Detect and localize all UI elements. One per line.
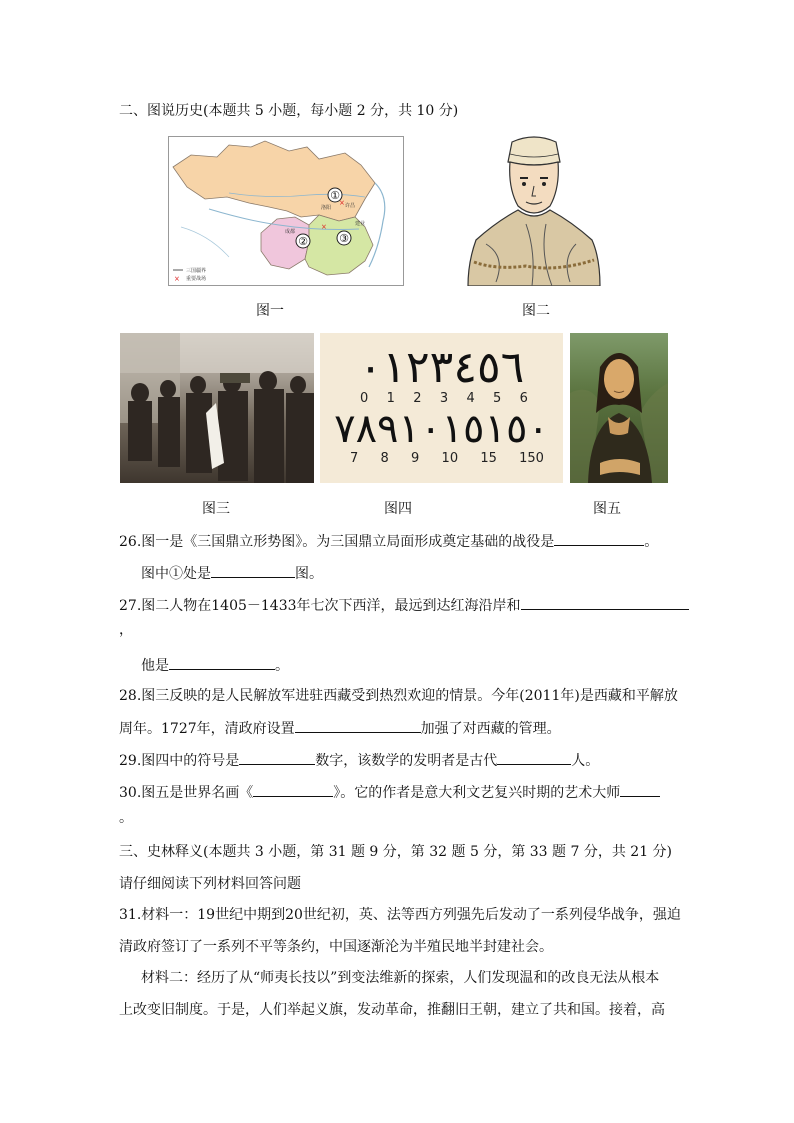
question-29-text: 29.图四中的符号是 [119,753,240,769]
western-numeral: 7 [350,451,359,466]
question-28-line-2 [119,717,561,739]
western-numeral: 3 [439,391,449,406]
question-28-line-1: 28.图三反映的是人民解放军进驻西藏受到热烈欢迎的情景。今年(2011年)是西藏和平解放 [119,688,678,704]
question-30-text: 30.图五是世界名画《 [119,785,254,801]
question-26-sub: 图中①处是 [141,566,211,582]
question-26-line-1 [119,530,658,552]
arabic-numerals-row-1: ٠١٢٣٤٥٦ [358,342,525,393]
map-svg [169,137,403,285]
question-27-end: 。 [275,658,289,674]
material-2-line-2: 上改变旧制度。于是，人们举起义旗，发动革命，推翻旧王朝，建立了共和国。接着，高 [119,1002,665,1018]
painting-svg [570,333,668,483]
figure-5-caption: 图五 [593,501,621,517]
question-26-text: 26.图一是《三国鼎立形势图》。为三国鼎立局面形成奠定基础的战役是 [119,534,555,550]
question-28-end: 加强了对西藏的管理。 [420,721,561,737]
arabic-numerals-chart [320,333,563,483]
zheng-he-portrait [466,132,602,286]
question-27-text: 27.图二人物在1405－1433年七次下西洋，最远到达红海沿岸和 [119,598,521,614]
western-numeral: 1 [386,391,395,406]
mona-lisa-painting [570,333,668,483]
answer-blank[interactable] [521,594,689,610]
city-label-chengdu: 成都 [285,229,296,235]
cloak-shape [468,210,600,286]
material-1-line-2: 清政府签订了一系列不平等条约，中国逐渐沦为半殖民地半封建社会。 [119,939,553,955]
figure-4-caption: 图四 [384,501,412,517]
western-numeral: 8 [380,451,389,466]
material-1-line-1: 31.材料一：19世纪中期到20世纪初，英、法等西方列强先后发动了一系列侵华战争，强迫 [119,907,681,923]
river-sw [181,227,229,257]
question-27-comma: ， [119,622,133,638]
western-numeral: 9 [411,451,420,466]
question-30-end: 。 [119,810,133,826]
battle-mark-icon: × [339,199,345,207]
city-label-luoyang: 洛阳 [321,205,332,211]
legend-border-label: 三国疆界 [186,268,207,274]
western-numerals-row-1 [360,391,528,406]
photo-svg [120,333,314,483]
portrait-svg [466,132,602,286]
western-numeral: 5 [493,391,502,406]
legend-battle-icon: × [174,275,180,283]
question-27-line-2 [141,654,289,676]
wei-region [173,141,375,221]
figure-2-caption: 图二 [522,303,550,319]
right-eye [542,182,546,186]
answer-blank[interactable] [253,781,333,797]
answer-blank[interactable] [169,654,275,670]
city-label-xuchang: 许昌 [345,203,356,209]
western-numerals-row-2 [350,451,544,466]
answer-blank[interactable] [239,749,315,765]
western-numeral: 6 [519,391,528,406]
arabic-numerals-row-2: ٧٨٩١٠١٥١٥٠ [334,406,549,452]
city-label-jianye: 建业 [355,221,366,227]
marker-2-label: ② [298,235,308,248]
western-numeral: 4 [466,391,475,406]
question-28-text: 周年。1727年，清政府设置 [119,721,295,737]
section-title-2: 二、图说历史(本题共 5 小题，每小题 2 分，共 10 分) [119,103,459,119]
coastline [369,183,385,267]
question-27-line-1 [119,594,689,616]
marker-1-label: ① [330,189,340,202]
material-2-line-1: 材料二：经历了从“师夷长技以”到变法维新的探索，人们发现温和的改良无法从根本 [141,970,660,986]
answer-blank[interactable] [554,530,644,546]
question-29-mid: 数字，该数学的发明者是古代 [315,753,498,769]
answer-blank[interactable] [295,717,421,733]
western-numeral: 2 [413,391,422,406]
question-30-line [119,781,660,803]
answer-blank[interactable] [620,781,660,797]
soldier-cap [220,373,250,383]
marker-3-label: ③ [339,232,349,245]
answer-blank[interactable] [497,749,571,765]
question-26-line-2 [141,562,323,584]
section-title-3: 三、史林释义(本题共 3 小题，第 31 题 9 分，第 32 题 5 分，第 33 题 7 分，共 21 分) [119,844,673,860]
western-numeral: 10 [441,451,459,466]
hat-shape [508,137,560,165]
western-numeral: 15 [480,451,497,466]
tibet-welcome-photo [120,333,314,483]
western-numeral: 150 [519,451,544,466]
answer-blank[interactable] [211,562,295,578]
legend-battle-label: 重要战场 [186,276,207,282]
question-27-sub: 他是 [141,658,169,674]
section-3-instruction: 请仔细阅读下列材料回答问题 [119,876,301,892]
question-26-end: 。 [644,534,659,550]
question-29-line [119,749,599,771]
figure-1-caption: 图一 [256,303,284,319]
question-29-end: 人。 [571,753,600,769]
western-numeral: 0 [360,391,369,406]
three-kingdoms-map [168,136,404,286]
question-30-mid: 》。它的作者是意大利文艺复兴时期的艺术大师 [333,785,621,801]
question-26-sub-end: 图。 [295,566,323,582]
left-eye [522,182,526,186]
battle-mark-icon: × [321,223,327,231]
figure-3-caption: 图三 [202,501,230,517]
